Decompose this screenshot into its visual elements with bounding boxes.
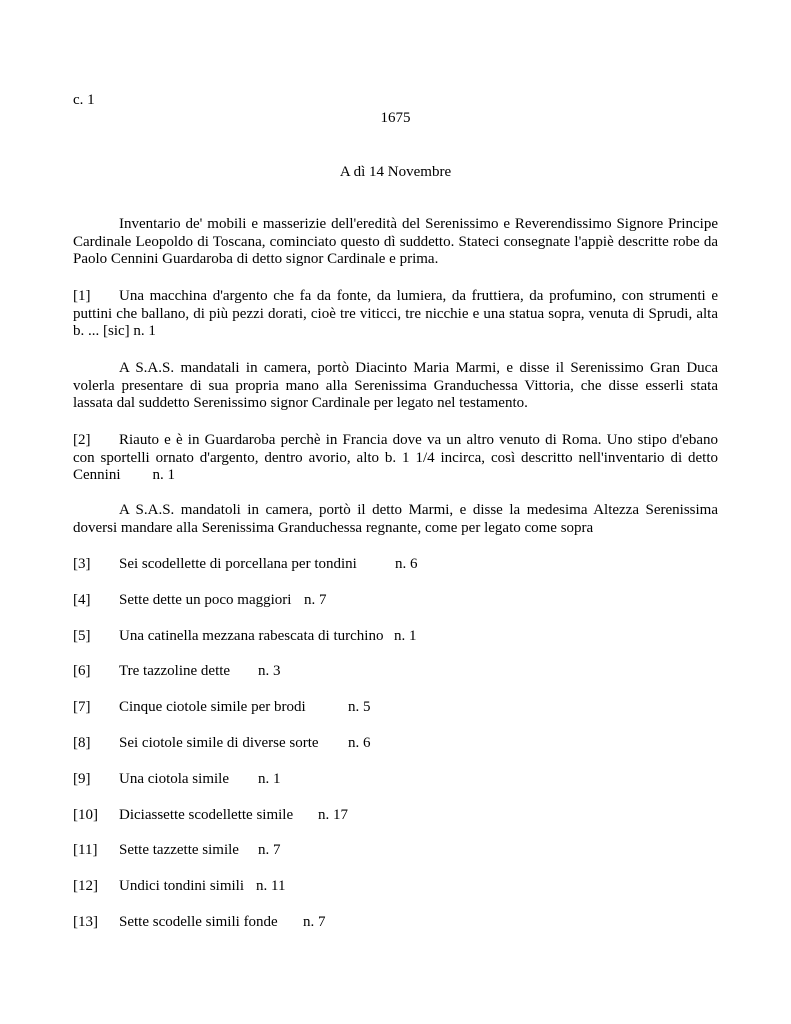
item-count: n. 1 bbox=[394, 627, 417, 644]
item-number: [13] bbox=[73, 914, 98, 930]
item-number: [11] bbox=[73, 842, 98, 859]
entry-1 bbox=[73, 288, 718, 341]
item-description: Sei scodellette di porcellana per tondini bbox=[119, 556, 357, 572]
item-number: [5] bbox=[73, 627, 91, 644]
item-number: [12] bbox=[73, 878, 98, 895]
entry-number: [2] bbox=[73, 432, 91, 448]
folio-marker: c. 1 bbox=[73, 92, 95, 108]
item-description: Sei ciotole simile di diverse sorte bbox=[119, 735, 319, 751]
item-count: n. 1 bbox=[258, 770, 281, 787]
item-number: [4] bbox=[73, 591, 91, 608]
item-description: Una catinella mezzana rabescata di turchino bbox=[119, 627, 384, 644]
item-count: n. 17 bbox=[318, 806, 348, 823]
entry-count: n. 1 bbox=[152, 467, 175, 483]
entry-number: [1] bbox=[73, 288, 91, 304]
entry-2 bbox=[73, 432, 718, 485]
item-description: Sette scodelle simili fonde bbox=[119, 914, 278, 930]
date-heading: A dì 14 Novembre bbox=[339, 164, 452, 180]
item-number: [8] bbox=[73, 735, 91, 751]
item-count: n. 7 bbox=[258, 842, 281, 859]
item-description: Diciassette scodellette simile bbox=[119, 806, 294, 823]
item-description: Una ciotola simile bbox=[119, 770, 229, 787]
item-number: [10] bbox=[73, 806, 98, 823]
item-count: n. 5 bbox=[348, 699, 371, 716]
item-count: n. 7 bbox=[303, 914, 326, 930]
item-number: [6] bbox=[73, 663, 91, 680]
item-count: n. 6 bbox=[348, 735, 371, 751]
item-number: [3] bbox=[73, 556, 91, 572]
item-number: [7] bbox=[73, 699, 91, 716]
item-number: [9] bbox=[73, 770, 91, 787]
entry-text: Riauto e è in Guardaroba perchè in Francia dove va un altro venuto di Roma. Uno stipo d'ebano con sportelli ornato d'argento, dentro avorio, alto b. 1 1/4 incirca, così descritto nell'inventario di detto Cennini bbox=[73, 432, 718, 483]
note-paragraph-1: A S.A.S. mandatali in camera, portò Diacinto Maria Marmi, e disse il Serenissimo Gran Duca volerla presentare di sua propria mano alla Serenissima Granduchessa Vittoria, che disse esserli stata lassata dal suddetto Serenissimo signor Cardinale per legato nel testamento. bbox=[73, 360, 718, 411]
item-description: Tre tazzoline dette bbox=[119, 663, 231, 680]
item-count: n. 11 bbox=[256, 878, 286, 895]
item-description: Sette tazzette simile bbox=[119, 842, 239, 859]
year-text: 1675 bbox=[380, 110, 411, 126]
item-count: n. 3 bbox=[258, 663, 281, 680]
intro-paragraph: Inventario de' mobili e masserizie dell'eredità del Serenissimo e Reverendissimo Signore Principe Cardinale Leopoldo di Toscana, cominciato questo dì suddetto. Stateci consegnate l'appiè descritte robe da Paolo Cennini Guardaroba di detto signor Cardinale e prima. bbox=[73, 216, 718, 267]
item-description: Sette dette un poco maggiori bbox=[119, 591, 292, 608]
item-count: n. 6 bbox=[395, 556, 418, 572]
item-description: Undici tondini simili bbox=[119, 878, 245, 895]
item-count: n. 7 bbox=[304, 591, 327, 608]
entry-text: Una macchina d'argento che fa da fonte, da lumiera, da fruttiera, da profumino, con strumenti e puttini che ballano, di più pezzi dorati, cioè tre viticci, tre nicchie e una statua sopra, venuta di Sprudi, alta b. ... [sic] n. 1 bbox=[73, 288, 718, 339]
year-heading bbox=[0, 110, 791, 128]
note-paragraph-2: A S.A.S. mandatoli in camera, portò il detto Marmi, e disse la medesima Altezza Serenissima doversi mandare alla Serenissima Granduchessa regnante, come per legato come sopra bbox=[73, 502, 718, 536]
item-description: Cinque ciotole simile per brodi bbox=[119, 699, 306, 716]
